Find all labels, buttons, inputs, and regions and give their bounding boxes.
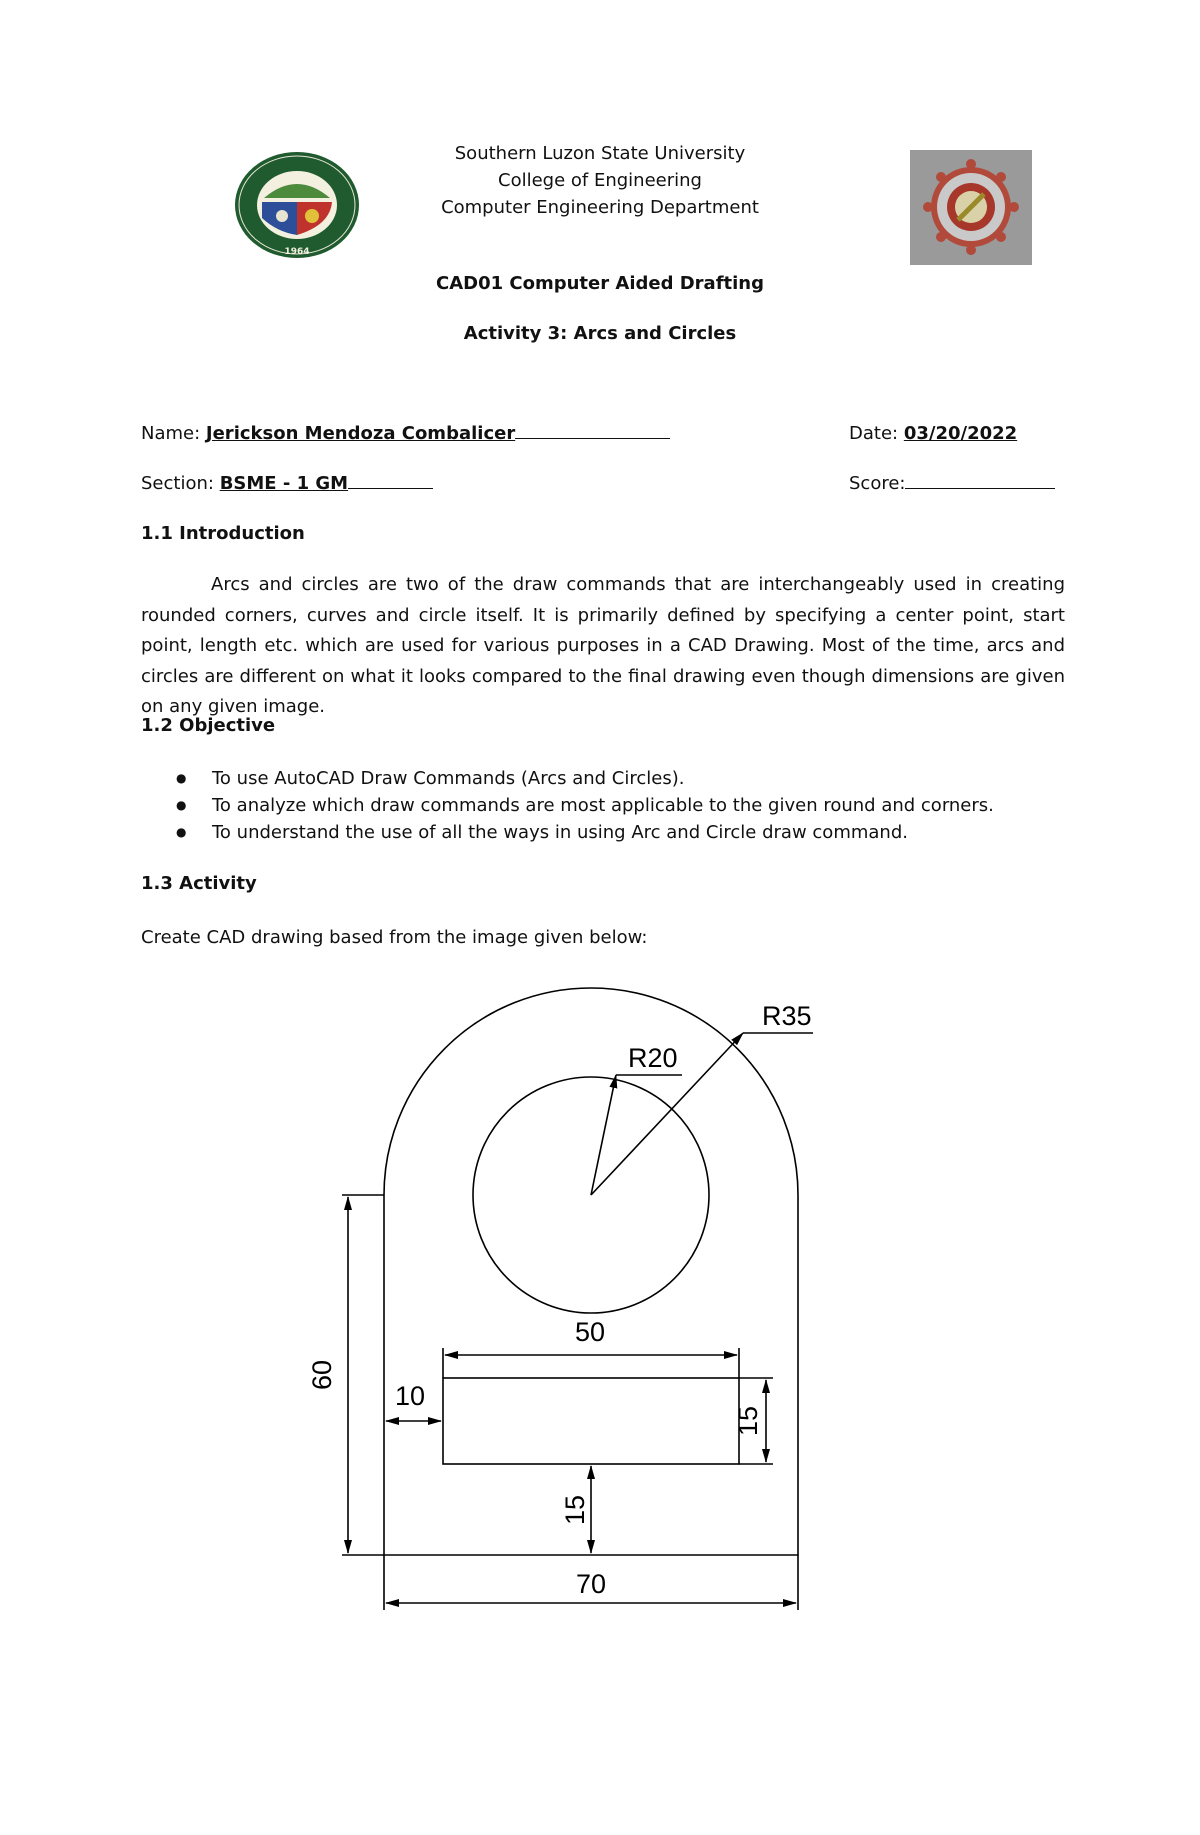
date-field: [849, 423, 1017, 444]
college-name: College of Engineering: [498, 170, 702, 191]
course-title: CAD01 Computer Aided Drafting: [436, 273, 764, 294]
name-label: Name:: [141, 423, 201, 444]
seal-year: 1964: [284, 247, 310, 257]
list-item: ● To use AutoCAD Draw Commands (Arcs and Circles).: [176, 765, 994, 792]
university-seal-logo: [232, 150, 362, 260]
objective-heading: 1.2 Objective: [141, 715, 276, 736]
activity-title: Activity 3: Arcs and Circles: [463, 323, 737, 344]
dim-15-right-label: 15: [733, 1405, 763, 1437]
score-label: Score:: [849, 473, 906, 494]
cad-drawing: [290, 965, 850, 1615]
introduction-text: Arcs and circles are two of the draw commands that are interchangeably used in creating rounded corners, curves and circle itself. It is primarily defined by specifying a center point, start point, length etc. which are used for various purposes in a CAD Drawing. Most of the time, arcs and circles are different on what it looks compared to the final drawing even though dimensions are given on any given image.: [141, 574, 1065, 717]
name-underline: [515, 434, 670, 439]
dim-70-label: 70: [575, 1569, 607, 1599]
score-underline: [905, 484, 1055, 489]
r20-leader: [591, 1075, 616, 1195]
score-field: [849, 473, 1055, 494]
department-logo: [910, 150, 1032, 265]
list-item: ● To analyze which draw commands are most applicable to the given round and corners.: [176, 792, 994, 819]
dim-10-label: 10: [395, 1381, 426, 1411]
dim-50-label: 50: [574, 1317, 606, 1347]
dim-15-bottom-label: 15: [560, 1494, 590, 1526]
department-name: Computer Engineering Department: [441, 197, 759, 218]
section-value: BSME - 1 GM: [219, 473, 349, 494]
introduction-heading: 1.1 Introduction: [141, 523, 305, 544]
section-label: Section:: [141, 473, 214, 494]
name-field: [141, 423, 670, 444]
activity-instruction: Create CAD drawing based from the image given below:: [141, 927, 648, 948]
date-value: 03/20/2022: [903, 423, 1018, 444]
section-field: [141, 473, 433, 494]
dim-60-label: 60: [307, 1359, 337, 1391]
list-item: ● To understand the use of all the ways in using Arc and Circle draw command.: [176, 819, 994, 846]
dim-r20-label: R20: [628, 1043, 678, 1073]
name-value: Jerickson Mendoza Combalicer: [205, 423, 516, 444]
slot-rectangle: [443, 1378, 739, 1464]
section-underline: [348, 484, 433, 489]
objective-list: [176, 765, 994, 846]
activity-heading: 1.3 Activity: [141, 873, 257, 894]
date-label: Date:: [849, 423, 899, 444]
introduction-paragraph: [141, 570, 1065, 723]
dim-r35-label: R35: [762, 1001, 812, 1031]
university-name: Southern Luzon State University: [454, 143, 746, 164]
